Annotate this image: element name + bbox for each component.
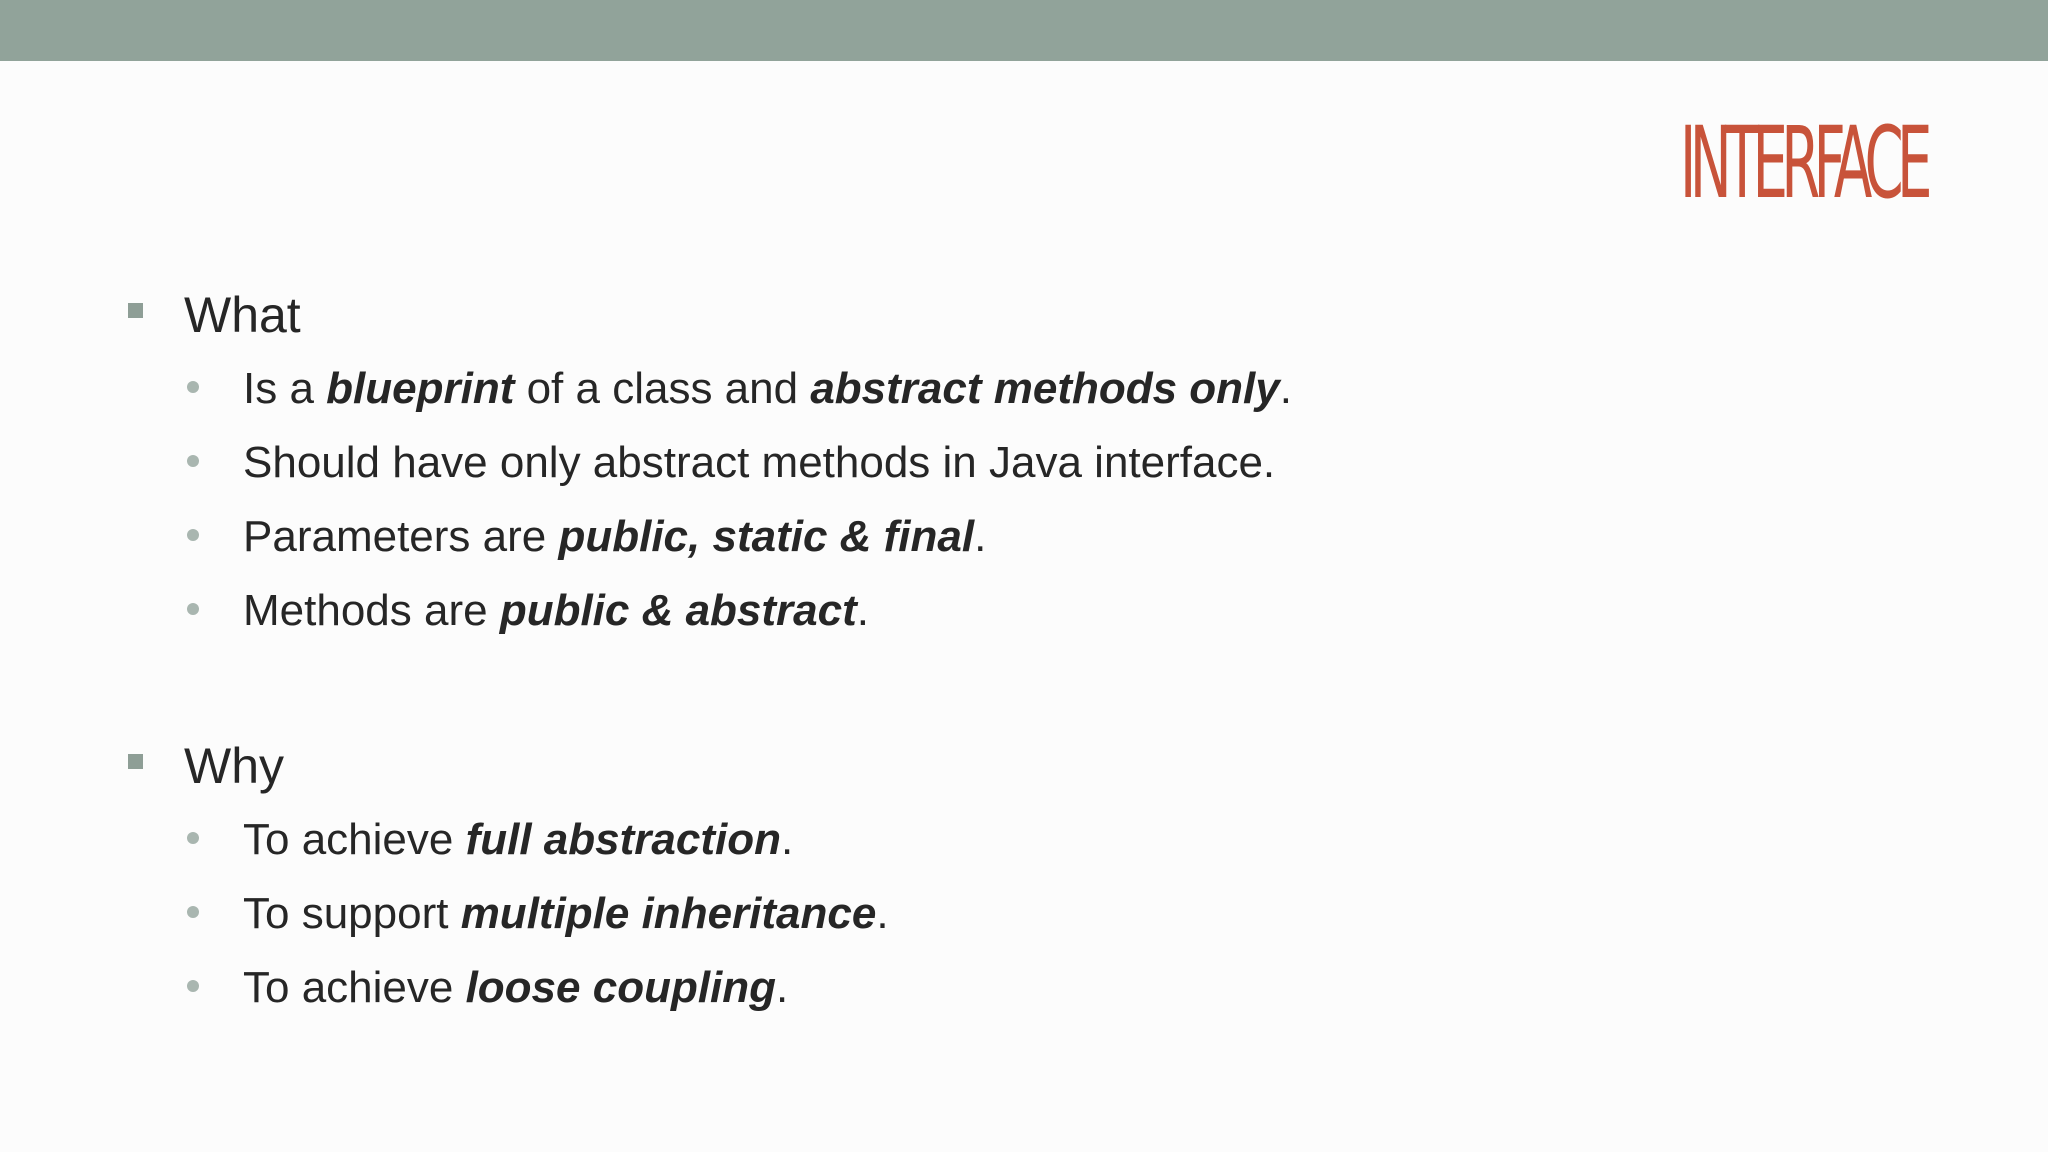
- emphasis: multiple inheritance: [460, 889, 877, 938]
- square-bullet-icon: [128, 303, 143, 318]
- dot-bullet-icon: [187, 603, 199, 615]
- dot-bullet-icon: [187, 980, 199, 992]
- list-item-text: Is a blueprint of a class and abstract methods only.: [243, 364, 1292, 413]
- dot-bullet-icon: [187, 832, 199, 844]
- emphasis: public, static & final: [558, 512, 975, 561]
- dot-bullet-icon: [187, 381, 199, 393]
- square-bullet-icon: [128, 754, 143, 769]
- emphasis: public & abstract: [499, 586, 857, 635]
- list-item-text: To achieve loose coupling.: [243, 963, 789, 1012]
- emphasis: loose coupling: [465, 963, 777, 1012]
- section-heading: What: [184, 287, 301, 343]
- list-item-text: To achieve full abstraction.: [243, 815, 794, 864]
- emphasis: full abstraction: [465, 815, 781, 864]
- list-item-text: Methods are public & abstract.: [243, 586, 870, 635]
- emphasis: blueprint: [326, 364, 515, 413]
- dot-bullet-icon: [187, 529, 199, 541]
- top-accent-bar: [0, 0, 2048, 61]
- list-item-text: To support multiple inheritance.: [243, 889, 889, 938]
- slide-title: INTERFACE: [1680, 106, 1926, 222]
- dot-bullet-icon: [187, 455, 199, 467]
- section-heading: Why: [184, 738, 284, 794]
- list-item-text: Should have only abstract methods in Java interface.: [243, 438, 1276, 487]
- list-item-text: Parameters are public, static & final.: [243, 512, 987, 561]
- emphasis: abstract methods only: [810, 364, 1280, 413]
- dot-bullet-icon: [187, 906, 199, 918]
